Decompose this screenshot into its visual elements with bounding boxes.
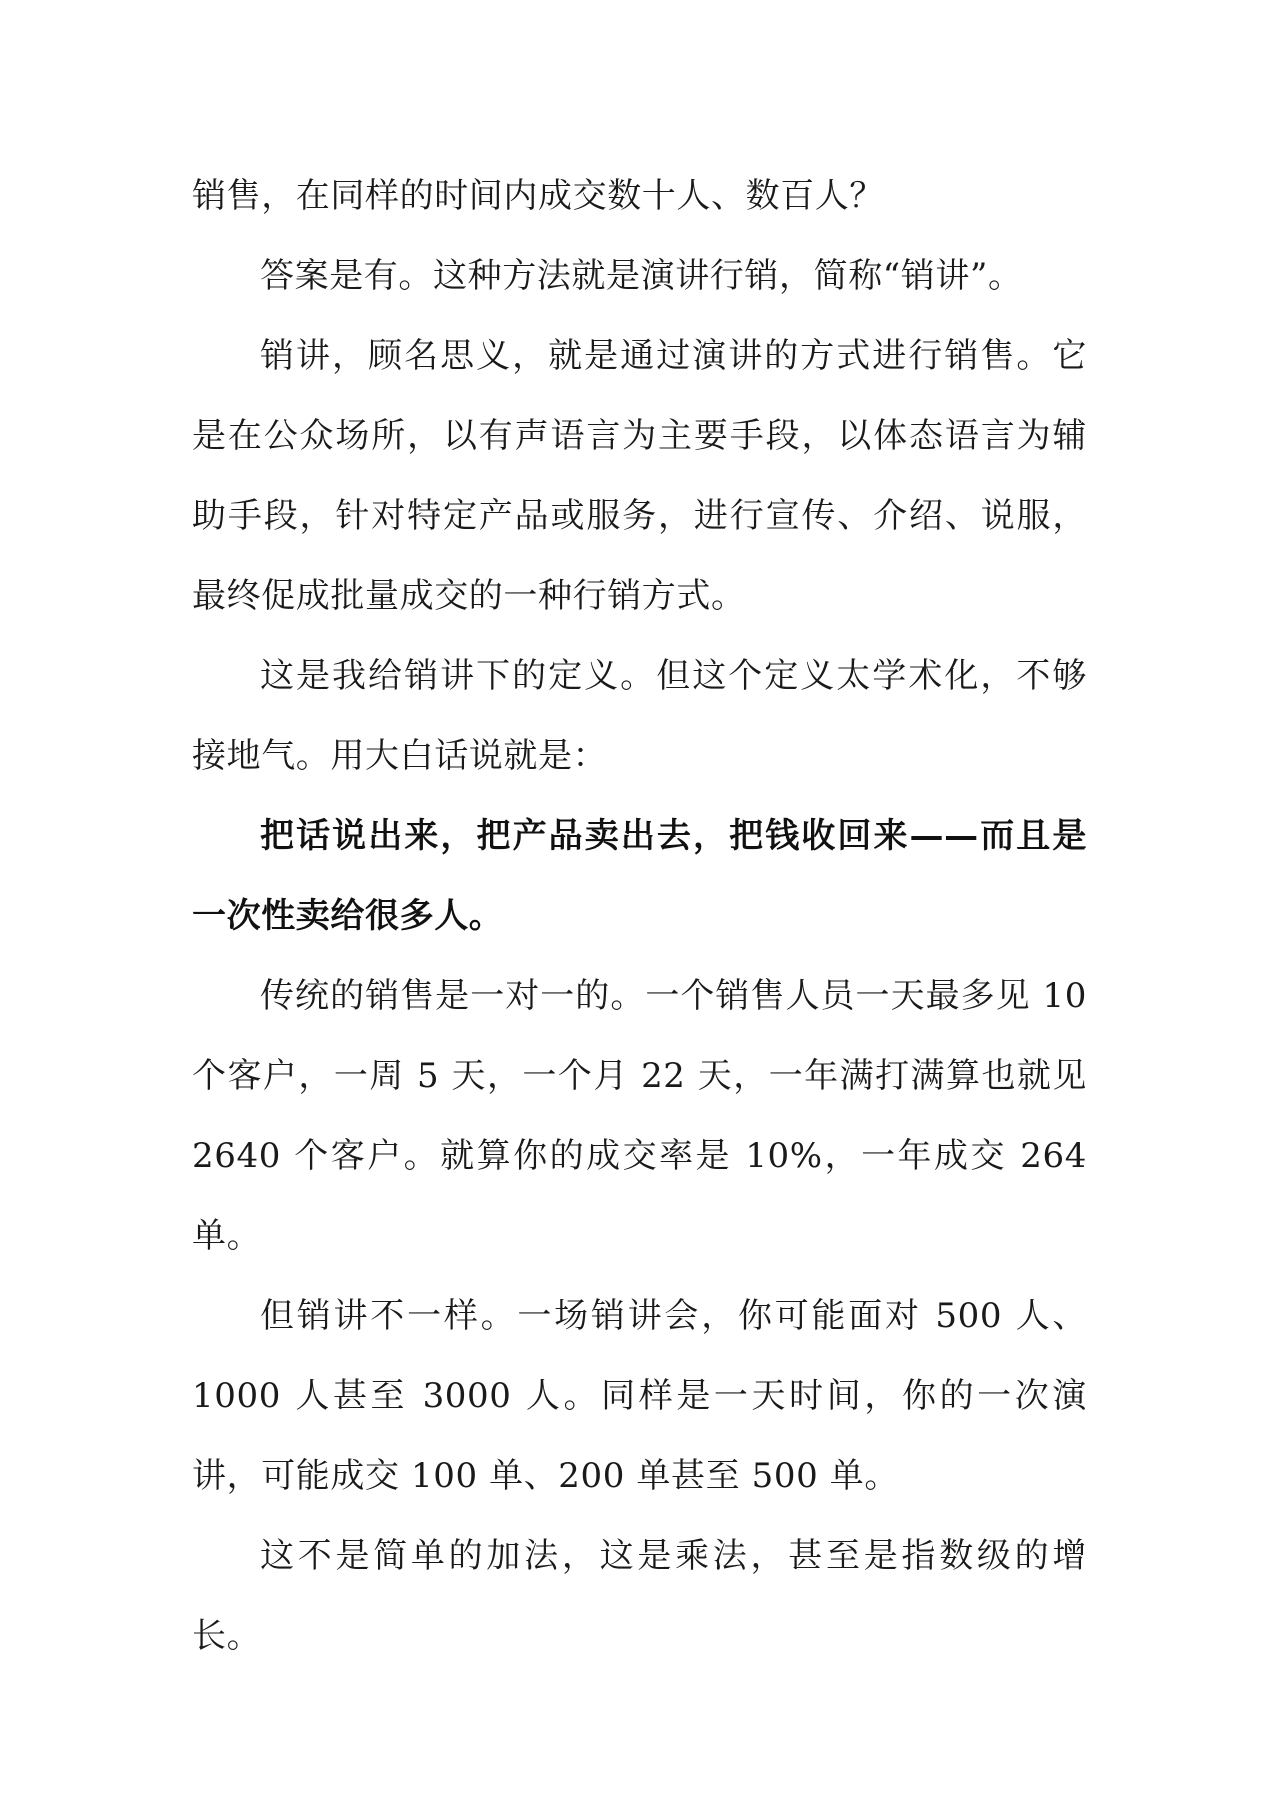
paragraph-conclusion: 这不是简单的加法，这是乘法，甚至是指数级的增长。	[192, 1536, 1087, 1656]
paragraph-answer: 答案是有。这种方法就是演讲行销，简称“销讲”。	[260, 256, 1023, 296]
body-text	[192, 156, 1087, 1676]
paragraph-key-statement: 把话说出来，把产品卖出去，把钱收回来——而且是一次性卖给很多人。	[192, 816, 1087, 936]
paragraph-speech-sales: 但销讲不一样。一场销讲会，你可能面对 500 人、1000 人甚至 3000 人。同样是一天时间，你的一次演讲，可能成交 100 单、200 单甚至 500 单。	[192, 1296, 1087, 1496]
paragraph-plain-words: 这是我给销讲下的定义。但这个定义太学术化，不够接地气。用大白话说就是：	[192, 656, 1087, 776]
paragraph-continuation: 销售，在同样的时间内成交数十人、数百人？	[192, 176, 884, 216]
paragraph-definition: 销讲，顾名思义，就是通过演讲的方式进行销售。它是在公众场所，以有声语言为主要手段，以体态语言为辅助手段，针对特定产品或服务，进行宣传、介绍、说服，最终促成批量成交的一种行销方式。	[192, 336, 1087, 616]
paragraph-traditional-sales: 传统的销售是一对一的。一个销售人员一天最多见 10 个客户，一周 5 天，一个月 22 天，一年满打满算也就见 2640 个客户。就算你的成交率是 10%，一年成交 264 单。	[192, 976, 1087, 1256]
